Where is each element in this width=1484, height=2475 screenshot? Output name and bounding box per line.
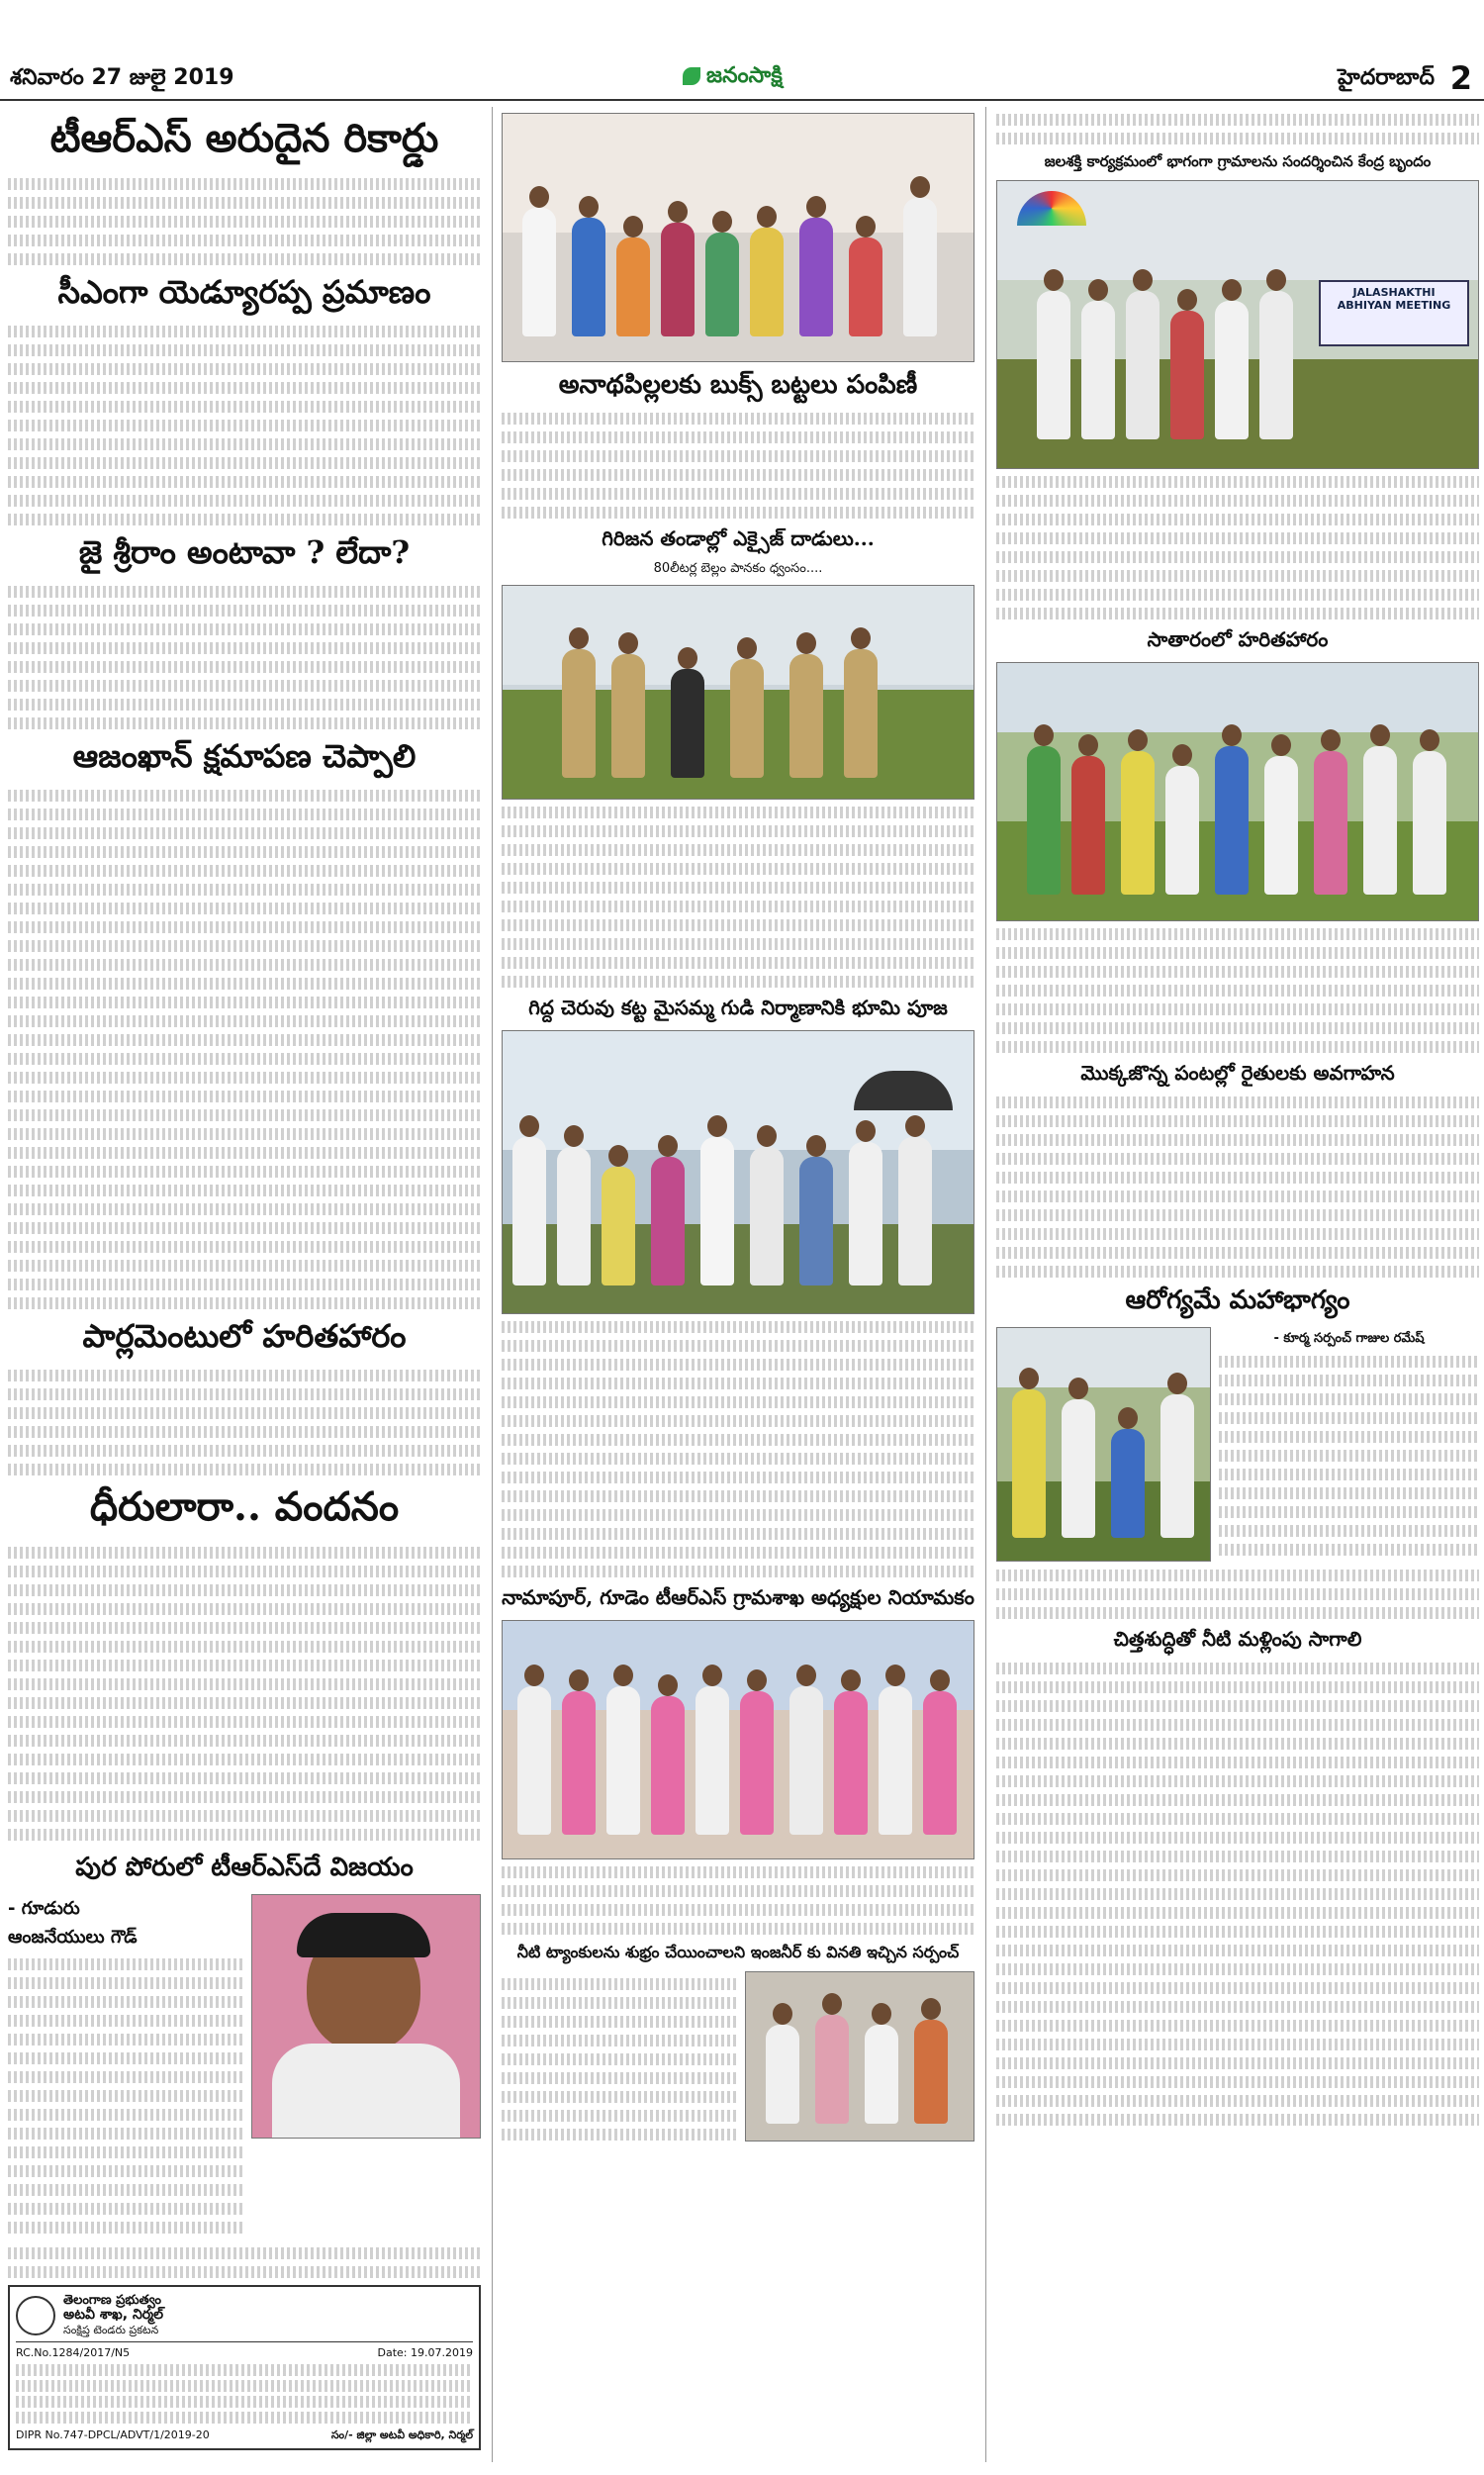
article-body (8, 1370, 481, 1475)
leaf-icon (683, 67, 700, 85)
headline-excise-raids: గిరిజన తండాల్లో ఎక్సైజ్ దాడులు... (602, 526, 875, 550)
headline-yediyurappa: సీఎంగా యెడ్యూరప్ప ప్రమాణం (57, 273, 431, 311)
headline-water-tank: నీటి ట్యాంకులను శుభ్రం చేయించాలని ఇంజనీర్ కు వినతి ఇచ్చిన సర్పంచ్ (516, 1943, 960, 1961)
excise-raids-subhead: 80లీటర్ల బెల్లం పానకం ధ్వంసం.... (653, 561, 823, 576)
article-body (996, 1570, 1479, 1619)
ad-dept: అటవీ శాఖ, నిర్మల్ (63, 2307, 164, 2323)
headline-municipal-win: పుర పోరులో టీఆర్ఎస్‌దే విజయం (75, 1853, 414, 1882)
headline-health-wealth: ఆరోగ్యమే మహాభాగ్యం (1125, 1285, 1350, 1315)
byline-role: - గూడురు (8, 1898, 80, 1919)
headline-bhoomi-pooja: గిద్ద చెరువు కట్ట మైసమ్మ గుడి నిర్మాణానికి భూమి పూజ (528, 996, 948, 1019)
article-body (8, 326, 481, 525)
issue-date: శనివారం 27 జులై 2019 (10, 65, 234, 90)
headline-jai-sriram: జై శ్రీరాం అంటావా ? లేదా? (78, 533, 411, 571)
edition-name: హైదరాబాద్ (1338, 65, 1435, 90)
police-raid-photo (502, 585, 974, 800)
health-plantation-photo (996, 1327, 1211, 1562)
article-body (502, 1321, 974, 1577)
article-body (8, 178, 481, 265)
headline-parliament-haritaharam: పార్లమెంటులో హరితహారం (82, 1317, 407, 1355)
article-body (502, 1971, 737, 2147)
sataram-plantation-photo (996, 662, 1479, 921)
government-emblem-icon (16, 2296, 55, 2335)
headline-azam-khan: ఆజంఖాన్ క్షమాపణ చెప్పాలి (72, 737, 417, 775)
article-body (8, 2247, 481, 2278)
ad-title: తెలంగాణ ప్రభుత్వం (63, 2293, 161, 2308)
trs-committee-photo (502, 1620, 974, 1859)
headline-kargil-salute: ధీరులారా.. వందనం (89, 1483, 400, 1530)
article-body (996, 1096, 1479, 1278)
tender-notice-ad (8, 2285, 481, 2450)
column-divider (492, 107, 493, 2462)
headline-water-diversion: చిత్తశుద్ధితో నీటి మళ్లింపు సాగాలి (1113, 1627, 1362, 1651)
article-body (8, 586, 481, 729)
article-body (996, 476, 1479, 619)
page-number: 2 (1449, 59, 1472, 97)
jalashakti-photo (996, 180, 1479, 469)
jalashakti-banner: JALASHAKTHI ABHIYAN MEETING (1319, 280, 1469, 346)
headline-sataram: సాతారంలో హరితహారం (1147, 627, 1329, 651)
health-article-quote: - కూర్మ సర్పంచ్ గాజుల రమేష్ (1273, 1331, 1425, 1346)
headline-maize-awareness: మొక్కజొన్న పంటల్లో రైతులకు అవగాహన (1080, 1061, 1395, 1085)
water-tank-photo (745, 1971, 974, 2142)
byline-name: ఆంజనేయులు గౌడ్ (8, 1927, 138, 1948)
newspaper-name: జనంసాక్షి (706, 63, 783, 88)
ad-subtitle: సంక్షిప్త టెండరు ప్రకటన (63, 2324, 159, 2336)
column-right (996, 107, 1479, 2462)
masthead (0, 59, 1484, 101)
headline-orphan-books: అనాథపిల్లలకు బుక్స్ బట్టలు పంపిణీ (558, 370, 918, 400)
ad-dipr-number: DIPR No.747-DPCL/ADVT/1/2019-20 (16, 2428, 210, 2441)
headline-trs-committee: నామాపూర్, గూడెం టీఆర్ఎస్ గ్రామశాఖ అధ్యక్షుల నియామకం (502, 1585, 974, 1609)
portrait-photo (251, 1894, 481, 2139)
ad-signature: సం/- జిల్లా అటవీ అధికారి, నిర్మల్ (330, 2428, 473, 2441)
ad-body (16, 2364, 473, 2424)
headline-jalashakti: జలశక్తి కార్యక్రమంలో భాగంగా గ్రామాలను సందర్శించిన కేంద్ర బృందం (1044, 152, 1432, 170)
headline-trs-record: టీఆర్ఎస్ అరుదైన రికార్డు (49, 115, 439, 161)
article-body (8, 1958, 243, 2234)
column-middle (502, 107, 974, 2462)
shirt-shape (272, 2044, 460, 2139)
article-body (8, 1547, 481, 1841)
bhoomi-pooja-photo (502, 1030, 974, 1314)
article-body (996, 114, 1479, 144)
hair-shape (297, 1913, 430, 1957)
ad-date: Date: 19.07.2019 (377, 2346, 473, 2359)
orphan-children-photo (502, 113, 974, 362)
newspaper-logo (683, 63, 783, 93)
article-body (502, 413, 974, 519)
column-left (8, 107, 481, 2462)
article-body (8, 790, 481, 1309)
article-body (996, 1663, 1479, 2126)
ad-rc-number: RC.No.1284/2017/N5 (16, 2346, 131, 2359)
article-body (502, 807, 974, 988)
article-body (996, 928, 1479, 1053)
column-divider (985, 107, 986, 2462)
ad-header (16, 2293, 473, 2342)
article-body (1219, 1356, 1479, 1556)
article-body (502, 1866, 974, 1935)
